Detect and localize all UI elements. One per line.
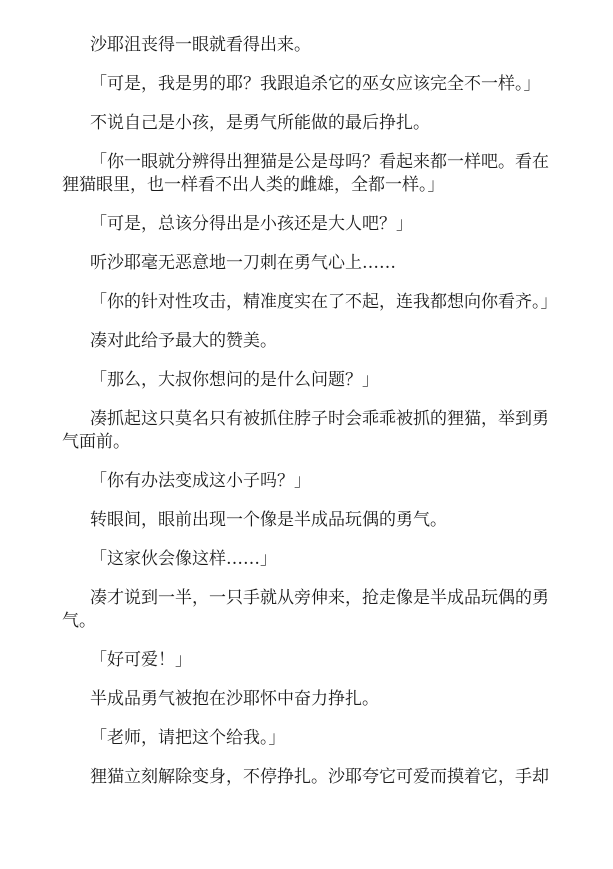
paragraph: 凑对此给予最大的赞美。 xyxy=(90,331,277,351)
paragraph: 「你一眼就分辨得出狸猫是公是母吗？看起来都一样吧。看在狸猫眼里，也一样看不出人类的雌雄，全都一样。」 xyxy=(62,152,549,195)
paragraph: 「老师，请把这个给我。」 xyxy=(90,728,286,748)
paragraph: 「你的针对性攻击，精准度实在了不起，连我都想向你看齐。」 xyxy=(90,292,558,312)
paragraph: 「可是，总该分得出是小孩还是大人吧？」 xyxy=(90,214,413,234)
paragraph: 凑抓起这只莫名只有被抓住脖子时会乖乖被抓的狸猫，举到勇气面前。 xyxy=(62,409,549,452)
paragraph: 半成品勇气被抱在沙耶怀中奋力挣扎。 xyxy=(90,689,379,709)
paragraph: 听沙耶毫无恶意地一刀刺在勇气心上…… xyxy=(90,253,396,273)
paragraph: 沙耶沮丧得一眼就看得出来。 xyxy=(90,35,311,55)
paragraph: 不说自己是小孩，是勇气所能做的最后挣扎。 xyxy=(90,113,430,133)
paragraph: 狸猫立刻解除变身，不停挣扎。沙耶夸它可爱而摸着它，手却 xyxy=(90,767,549,787)
paragraph: 「你有办法变成这小子吗？」 xyxy=(90,471,311,491)
paragraph: 「好可爱！」 xyxy=(90,650,192,670)
paragraph: 「那么，大叔你想问的是什么问题？」 xyxy=(90,370,379,390)
paragraph: 「可是，我是男的耶？我跟追杀它的巫女应该完全不一样。」 xyxy=(90,74,541,94)
paragraph: 「这家伙会像这样……」 xyxy=(90,549,277,569)
paragraph: 凑才说到一半，一只手就从旁伸来，抢走像是半成品玩偶的勇气。 xyxy=(62,588,549,631)
paragraph: 转眼间，眼前出现一个像是半成品玩偶的勇气。 xyxy=(90,510,447,530)
